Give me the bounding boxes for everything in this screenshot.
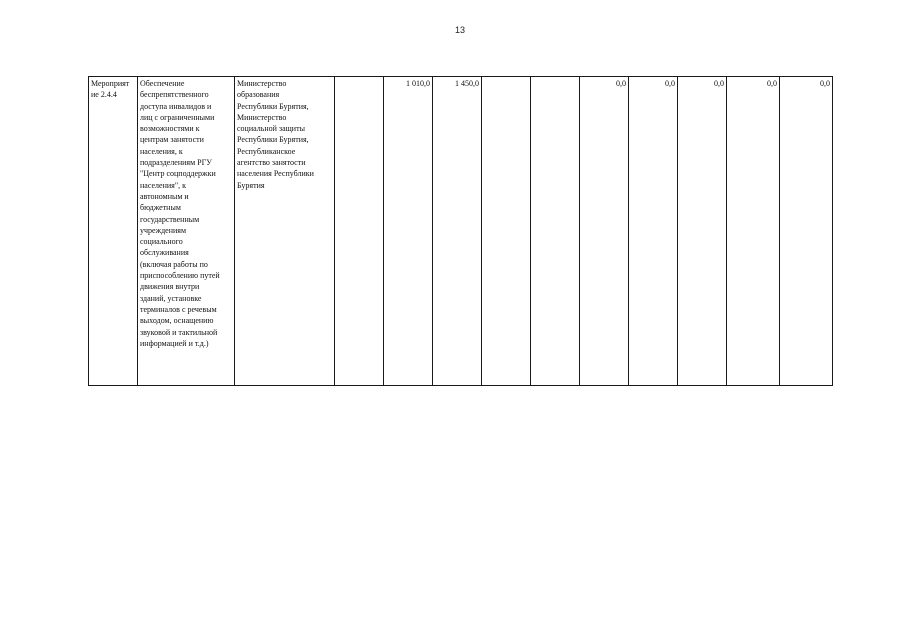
- page-number: 13: [454, 25, 465, 35]
- value-cell-11: 0,0: [678, 77, 727, 386]
- activity-code-cell: Мероприят ие 2.4.4: [89, 77, 138, 386]
- value-cell-13: 0,0: [780, 77, 833, 386]
- value-cell-8: [531, 77, 580, 386]
- value-cell-5: 1 010,0: [384, 77, 433, 386]
- table-row: [89, 77, 833, 386]
- value-cell-7: [482, 77, 531, 386]
- value-cell-6: 1 450,0: [433, 77, 482, 386]
- value-cell-9: 0,0: [580, 77, 629, 386]
- value-cell-4: [335, 77, 384, 386]
- budget-table: [88, 76, 833, 386]
- value-cell-12: 0,0: [727, 77, 780, 386]
- responsible-agencies-cell: Министерство образования Республики Бурятия, Министерство социальной защиты Республики Бурятия, Республиканское агентство занятости населения Республики Бурятия: [235, 77, 335, 386]
- activity-description-cell: Обеспечение беспрепятственного доступа инвалидов и лиц с ограниченными возможностями к центрам занятости населения, к подразделениям РГУ "Центр соцподдержки населения", к автономным и бюджетным государственным учреждениям социального обслуживания (включая работы по приспособлению путей движения внутри зданий, установке терминалов с речевым выходом, оснащению звуковой и тактильной информацией и т.д.): [138, 77, 235, 386]
- value-cell-10: 0,0: [629, 77, 678, 386]
